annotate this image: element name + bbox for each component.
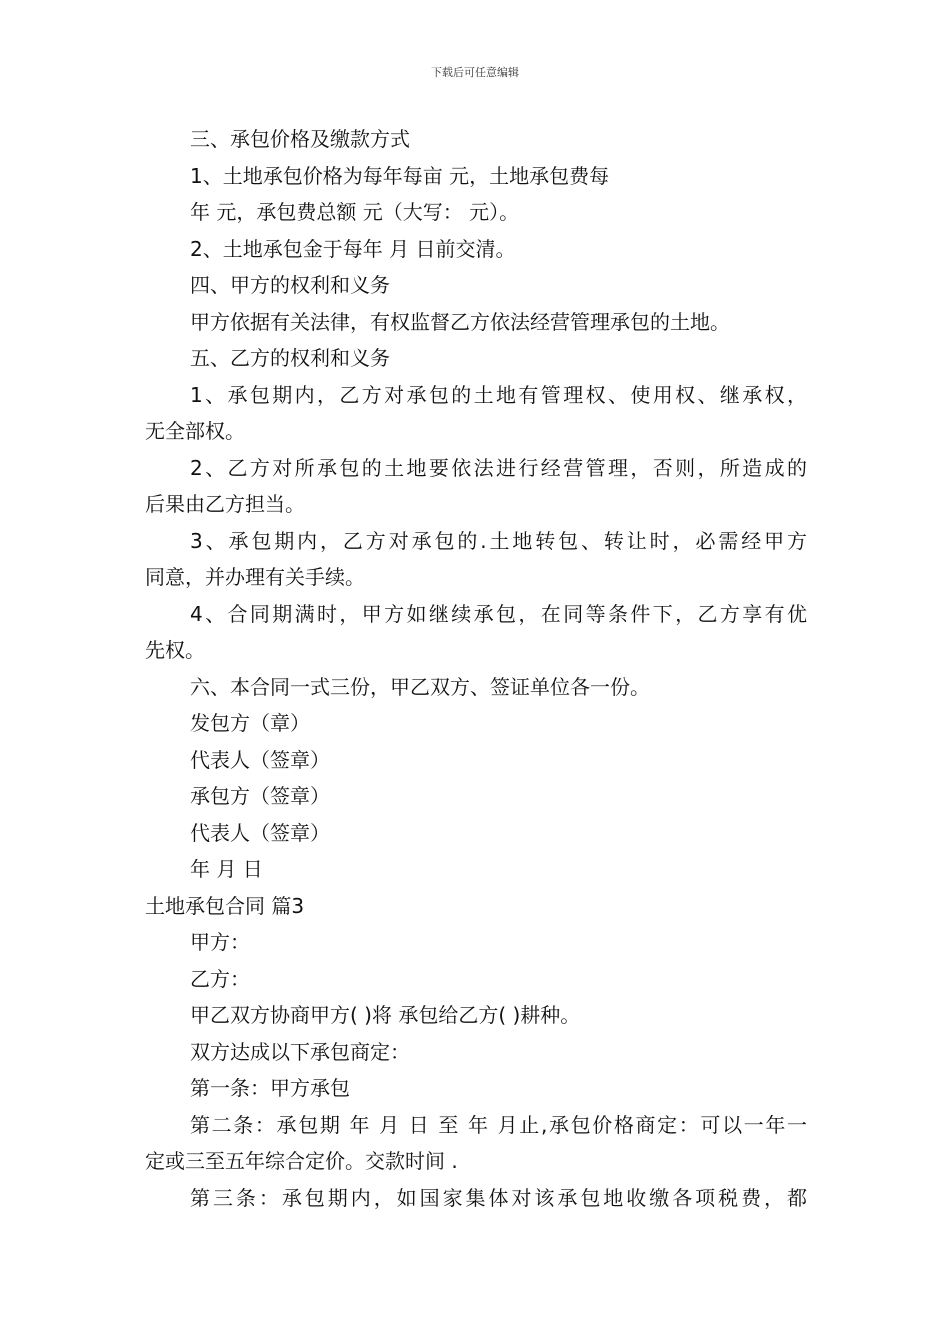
paragraph-line: 发包方（章）: [190, 711, 310, 735]
paragraph-line: 四、甲方的权利和义务: [190, 273, 390, 297]
paragraph-line: 甲方：: [190, 930, 250, 954]
paragraph-line: 2、乙方对所承包的土地要依法进行经营管理，否则，所造成的: [190, 455, 807, 480]
paragraph-line: 第三条：承包期内，如国家集体对该承包地收缴各项税费，都: [190, 1185, 807, 1210]
paragraph-line: 五、乙方的权利和义务: [190, 346, 390, 370]
paragraph-line: 定或三至五年综合定价。交款时间 .: [145, 1149, 458, 1173]
paragraph-line: 无全部权。: [145, 419, 245, 443]
paragraph-line: 先权。: [145, 638, 205, 662]
paragraph-line: 2、土地承包金于每年 月 日前交清。: [190, 236, 516, 261]
paragraph-line: 1、承包期内，乙方对承包的土地有管理权、使用权、继承权，: [190, 382, 807, 407]
paragraph-line: 土地承包合同 篇3: [145, 893, 305, 918]
paragraph-line: 年 元，承包费总额 元（大写： 元）。: [190, 200, 520, 224]
paragraph-line: 甲方依据有关法律，有权监督乙方依法经营管理承包的土地。: [190, 309, 730, 334]
paragraph-line: 甲乙双方协商甲方( )将 承包给乙方( )耕种。: [190, 1003, 581, 1027]
paragraph-line: 乙方：: [190, 966, 250, 991]
paragraph-line: 同意，并办理有关手续。: [145, 565, 365, 589]
paragraph-line: 1、土地承包价格为每年每亩 元，土地承包费每: [190, 163, 610, 188]
paragraph-line: 代表人（签章）: [190, 747, 330, 772]
paragraph-line: 4、合同期满时，甲方如继续承包，在同等条件下，乙方享有优: [190, 601, 807, 626]
page-header-note: 下载后可任意编辑: [431, 66, 519, 79]
paragraph-line: 第一条：甲方承包: [190, 1076, 350, 1100]
paragraph-line: 3、承包期内，乙方对承包的.土地转包、转让时，必需经甲方: [190, 528, 807, 553]
paragraph-line: 双方达成以下承包商定：: [190, 1039, 410, 1064]
paragraph-line: 第二条：承包期 年 月 日 至 年 月止,承包价格商定：可以一年一: [190, 1112, 807, 1137]
paragraph-line: 代表人（签章）: [190, 820, 330, 845]
paragraph-line: 年 月 日: [190, 857, 263, 881]
document-body: [145, 121, 807, 1216]
paragraph-line: 三、承包价格及缴款方式: [190, 127, 410, 151]
paragraph-line: 承包方（签章）: [190, 784, 330, 808]
paragraph-line: 后果由乙方担当。: [145, 492, 305, 516]
paragraph-line: 六、本合同一式三份，甲乙双方、签证单位各一份。: [190, 674, 650, 699]
